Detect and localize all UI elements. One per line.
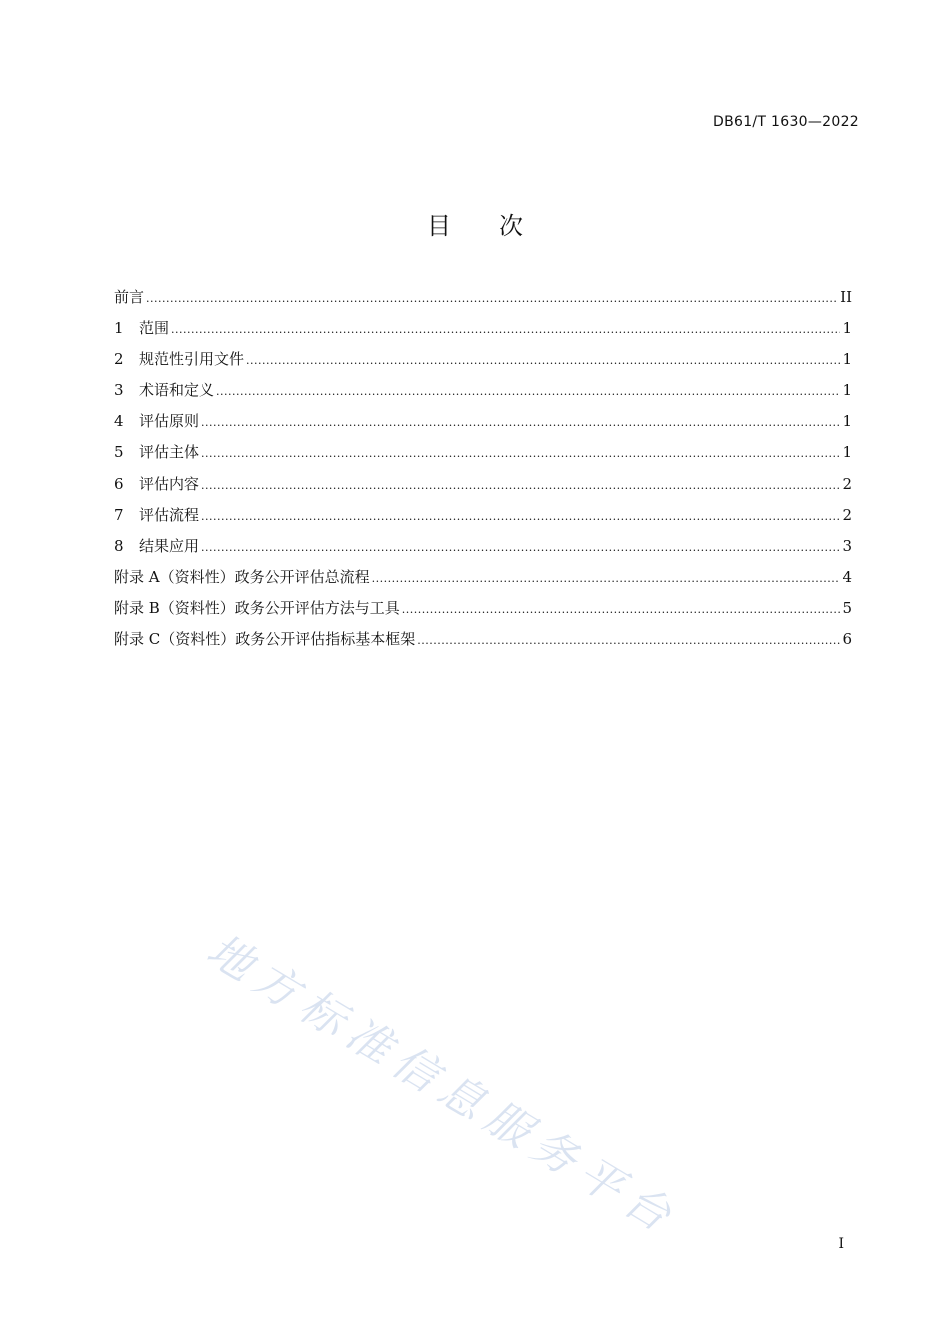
toc-entry-number: 1 [114,319,124,338]
page-title: 目次 [427,212,571,240]
toc-entry-subject[interactable] [114,442,852,473]
toc-entry-label: 范围 [139,319,170,338]
toc-dot-leader [417,631,840,651]
toc-entry-page: 3 [842,536,852,555]
toc-dot-leader [201,476,840,496]
toc-entry-number: 2 [114,350,124,369]
toc-dot-leader [146,289,838,309]
toc-entry-page: II [840,288,852,306]
toc-dot-leader [201,538,840,558]
toc-entry-number: 5 [114,443,124,462]
toc-entry-page: 6 [842,630,852,649]
toc-entry-content[interactable] [114,474,852,505]
toc-dot-leader [372,569,841,589]
toc-entry-label: 规范性引用文件 [139,350,245,369]
toc-entry-label: 附录 A（资料性）政务公开评估总流程 [114,567,370,586]
toc-entry-number: 8 [114,536,124,555]
watermark: 地方标准信息服务平台 [198,924,688,1247]
toc-entry-page: 1 [842,350,852,369]
toc-entry-page: 1 [842,412,852,431]
toc-entry-label: 术语和定义 [139,381,215,400]
toc-entry-page: 5 [842,598,852,617]
table-of-contents [114,287,852,660]
toc-entry-application[interactable] [114,536,852,567]
toc-entry-number: 6 [114,474,124,493]
toc-entry-label: 附录 B（资料性）政务公开评估方法与工具 [114,598,400,617]
toc-dot-leader [402,600,841,620]
toc-dot-leader [201,413,840,433]
toc-entry-label: 附录 C（资料性）政务公开评估指标基本框架 [114,630,416,649]
toc-entry-number: 4 [114,412,124,431]
toc-entry-label: 评估主体 [139,443,200,462]
toc-entry-normative-references[interactable] [114,349,852,380]
toc-entry-label: 前言 [114,288,145,306]
toc-entry-number: 7 [114,505,124,524]
toc-entry-appendix-c[interactable] [114,629,852,660]
toc-entry-label: 结果应用 [139,536,200,555]
toc-dot-leader [201,444,840,464]
toc-dot-leader [246,351,840,371]
toc-entry-number: 3 [114,381,124,400]
toc-dot-leader [171,320,840,340]
toc-entry-label: 评估流程 [139,505,200,524]
toc-entry-appendix-b[interactable] [114,598,852,629]
toc-entry-principles[interactable] [114,411,852,442]
toc-entry-page: 1 [842,319,852,338]
toc-entry-terms-definitions[interactable] [114,380,852,411]
toc-entry-foreword[interactable] [114,287,852,318]
toc-entry-page: 1 [842,443,852,462]
document-code: DB61/T 1630—2022 [713,114,859,130]
toc-entry-scope[interactable] [114,318,852,349]
toc-entry-appendix-a[interactable] [114,567,852,598]
toc-entry-process[interactable] [114,505,852,536]
page-number: I [838,1236,844,1252]
toc-entry-page: 4 [842,567,852,586]
toc-entry-page: 2 [842,474,852,493]
toc-dot-leader [201,507,840,527]
toc-entry-label: 评估原则 [139,412,200,431]
toc-dot-leader [216,382,840,402]
toc-entry-page: 1 [842,381,852,400]
toc-entry-label: 评估内容 [139,474,200,493]
toc-entry-page: 2 [842,505,852,524]
